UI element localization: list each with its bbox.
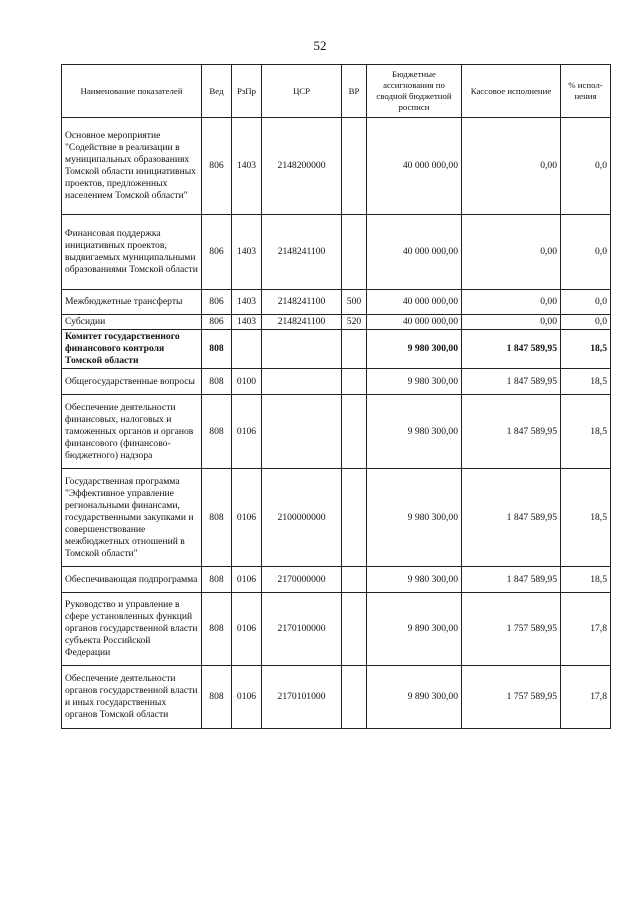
cell-vr	[342, 567, 367, 593]
cell-name: Межбюджетные трансферты	[62, 290, 202, 315]
cell-csr	[262, 369, 342, 395]
cell-budget: 9 890 300,00	[367, 666, 462, 729]
cell-cash: 0,00	[462, 215, 561, 290]
cell-percent: 17,8	[561, 666, 611, 729]
table-row	[62, 666, 611, 729]
cell-name: Комитет государственного финансового контроля Томской области	[62, 330, 202, 369]
cell-ved: 806	[202, 315, 232, 330]
cell-ved: 808	[202, 369, 232, 395]
header-budget: Бюджетные ассигнования по сводной бюджетной росписи	[367, 65, 462, 118]
cell-vr: 520	[342, 315, 367, 330]
table-header-row	[62, 65, 611, 118]
cell-cash: 1 847 589,95	[462, 567, 561, 593]
cell-ved: 806	[202, 215, 232, 290]
cell-budget: 9 980 300,00	[367, 330, 462, 369]
cell-budget: 9 980 300,00	[367, 469, 462, 567]
cell-rzpr: 0106	[232, 469, 262, 567]
cell-ved: 808	[202, 567, 232, 593]
cell-rzpr: 0106	[232, 395, 262, 469]
cell-cash: 1 757 589,95	[462, 666, 561, 729]
cell-vr: 500	[342, 290, 367, 315]
cell-vr	[342, 666, 367, 729]
cell-ved: 808	[202, 395, 232, 469]
cell-name: Общегосударственные вопросы	[62, 369, 202, 395]
cell-percent: 17,8	[561, 593, 611, 666]
cell-vr	[342, 593, 367, 666]
cell-cash: 1 847 589,95	[462, 330, 561, 369]
header-name: Наименование показателей	[62, 65, 202, 118]
cell-rzpr: 0106	[232, 666, 262, 729]
cell-percent: 18,5	[561, 330, 611, 369]
table-row	[62, 315, 611, 330]
cell-vr	[342, 330, 367, 369]
cell-cash: 1 757 589,95	[462, 593, 561, 666]
header-ved: Вед	[202, 65, 232, 118]
cell-percent: 0,0	[561, 118, 611, 215]
cell-csr: 2100000000	[262, 469, 342, 567]
cell-name: Обеспечение деятельности финансовых, налоговых и таможенных органов и органов финансового (финансово-бюджетного) надзора	[62, 395, 202, 469]
cell-budget: 40 000 000,00	[367, 315, 462, 330]
table-row	[62, 118, 611, 215]
cell-cash: 0,00	[462, 315, 561, 330]
cell-budget: 9 980 300,00	[367, 395, 462, 469]
cell-budget: 40 000 000,00	[367, 118, 462, 215]
cell-ved: 806	[202, 290, 232, 315]
cell-csr	[262, 395, 342, 469]
cell-rzpr: 0106	[232, 593, 262, 666]
cell-csr: 2148200000	[262, 118, 342, 215]
cell-csr: 2148241100	[262, 315, 342, 330]
cell-cash: 1 847 589,95	[462, 469, 561, 567]
cell-cash: 1 847 589,95	[462, 395, 561, 469]
cell-name: Финансовая поддержка инициативных проектов, выдвигаемых муниципальными образованиями Томской области	[62, 215, 202, 290]
cell-budget: 9 890 300,00	[367, 593, 462, 666]
cell-cash: 0,00	[462, 290, 561, 315]
cell-budget: 40 000 000,00	[367, 290, 462, 315]
cell-name: Субсидии	[62, 315, 202, 330]
page-number: 52	[313, 38, 327, 53]
cell-vr	[342, 118, 367, 215]
cell-rzpr: 1403	[232, 290, 262, 315]
cell-percent: 0,0	[561, 215, 611, 290]
cell-budget: 40 000 000,00	[367, 215, 462, 290]
cell-percent: 18,5	[561, 395, 611, 469]
header-csr: ЦСР	[262, 65, 342, 118]
cell-cash: 1 847 589,95	[462, 369, 561, 395]
cell-ved: 808	[202, 469, 232, 567]
header-percent: % испол-нения	[561, 65, 611, 118]
cell-ved: 808	[202, 593, 232, 666]
cell-ved: 808	[202, 330, 232, 369]
table-row	[62, 330, 611, 369]
cell-csr: 2148241100	[262, 215, 342, 290]
cell-percent: 0,0	[561, 315, 611, 330]
cell-percent: 18,5	[561, 567, 611, 593]
cell-budget: 9 980 300,00	[367, 567, 462, 593]
cell-percent: 18,5	[561, 369, 611, 395]
cell-ved: 806	[202, 118, 232, 215]
cell-rzpr: 0106	[232, 567, 262, 593]
table-row	[62, 567, 611, 593]
table-row	[62, 593, 611, 666]
cell-rzpr: 0100	[232, 369, 262, 395]
cell-rzpr: 1403	[232, 118, 262, 215]
cell-csr	[262, 330, 342, 369]
table-row	[62, 290, 611, 315]
cell-percent: 18,5	[561, 469, 611, 567]
table-row	[62, 215, 611, 290]
cell-rzpr: 1403	[232, 315, 262, 330]
cell-name: Основное мероприятие "Содействие в реализации в муниципальных образованиях Томской области инициативных проектов, предложенных населением Томской области"	[62, 118, 202, 215]
cell-ved: 808	[202, 666, 232, 729]
cell-csr: 2170101000	[262, 666, 342, 729]
table-row	[62, 369, 611, 395]
cell-vr	[342, 469, 367, 567]
cell-csr: 2170000000	[262, 567, 342, 593]
cell-csr: 2148241100	[262, 290, 342, 315]
cell-vr	[342, 395, 367, 469]
table-row	[62, 469, 611, 567]
budget-execution-table	[61, 64, 611, 729]
header-vr: ВР	[342, 65, 367, 118]
cell-csr: 2170100000	[262, 593, 342, 666]
cell-name: Государственная программа "Эффективное управление региональными финансами, государственными закупками и совершенствование межбюджетных отношений в Томской области"	[62, 469, 202, 567]
cell-vr	[342, 215, 367, 290]
cell-percent: 0,0	[561, 290, 611, 315]
cell-rzpr	[232, 330, 262, 369]
cell-name: Обеспечение деятельности органов государственной власти и иных государственных органов Томской области	[62, 666, 202, 729]
cell-budget: 9 980 300,00	[367, 369, 462, 395]
table-row	[62, 395, 611, 469]
cell-cash: 0,00	[462, 118, 561, 215]
cell-rzpr: 1403	[232, 215, 262, 290]
cell-vr	[342, 369, 367, 395]
header-rzpr: РзПр	[232, 65, 262, 118]
header-cash: Кассовое исполнение	[462, 65, 561, 118]
cell-name: Обеспечивающая подпрограмма	[62, 567, 202, 593]
cell-name: Руководство и управление в сфере установленных функций органов государственной власти субъекта Российской Федерации	[62, 593, 202, 666]
